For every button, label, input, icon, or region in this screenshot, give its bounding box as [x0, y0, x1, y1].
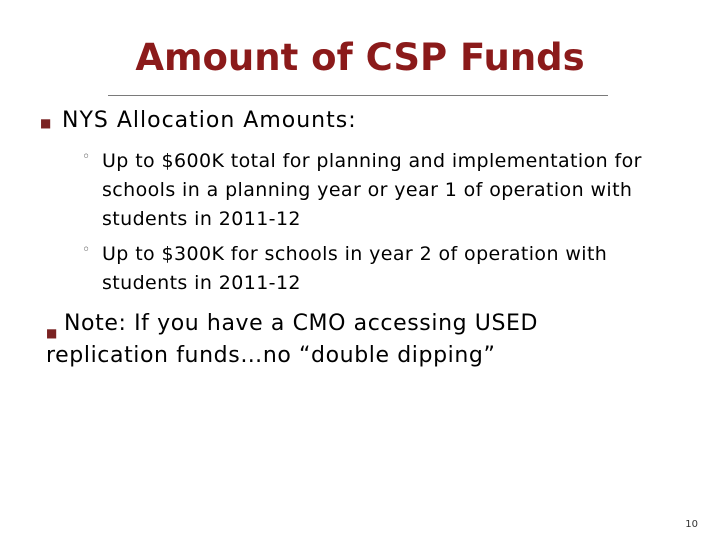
- note-bullet: [46, 308, 666, 372]
- slide-title: Amount of CSP Funds: [135, 36, 585, 79]
- square-bullet-icon: ■: [40, 116, 52, 130]
- title-divider: [108, 95, 608, 96]
- circle-bullet-icon: ◦: [82, 242, 91, 258]
- square-bullet-icon: ■: [46, 326, 58, 340]
- circle-bullet-icon: ◦: [82, 149, 91, 165]
- note-text: Note: If you have a CMO accessing USED replication funds…no “double dipping”: [46, 311, 539, 368]
- bullet-text: NYS Allocation Amounts:: [62, 108, 357, 133]
- sub-bullet-text: Up to $300K for schools in year 2 of operation with students in 2011-12: [102, 243, 608, 294]
- slide-number: 10: [685, 519, 698, 530]
- sub-bullet-text: Up to $600K total for planning and implementation for schools in a planning year or year 1 of operation with students in 2011-12: [102, 150, 642, 230]
